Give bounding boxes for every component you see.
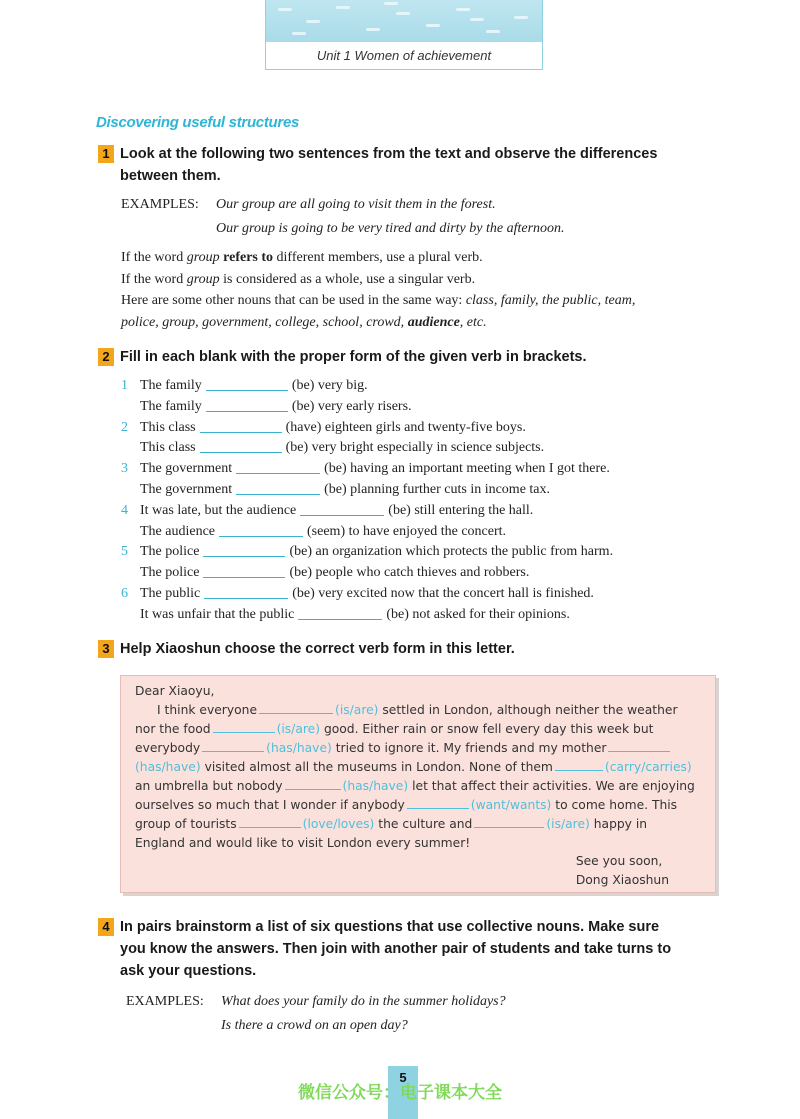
answer-blank[interactable]	[203, 542, 285, 557]
task1-heading-line2: between them.	[120, 168, 221, 184]
examples-label: EXAMPLES:	[121, 197, 199, 212]
example-sentence: Our group are all going to visit them in the forest.	[216, 197, 496, 212]
answer-blank[interactable]	[203, 563, 285, 578]
task-number-badge: 2	[98, 348, 114, 366]
example-sentence: Is there a crowd on an open day?	[221, 1018, 408, 1033]
letter-box	[120, 675, 716, 893]
rule-line: Here are some other nouns that can be used in the same way: class, family, the public, team,	[121, 293, 636, 308]
exercise-row: 6 The public (be) very excited now that the concert hall is finished.	[121, 585, 594, 601]
answer-blank[interactable]	[474, 815, 544, 828]
answer-blank[interactable]	[200, 438, 282, 453]
unit-title: Unit 1 Women of achievement	[316, 48, 492, 63]
exercise-row: The audience (seem) to have enjoyed the concert.	[140, 523, 507, 539]
task1-heading	[98, 143, 738, 187]
letter-line: England and would like to visit London every summer!	[135, 836, 471, 850]
examples-label: EXAMPLES:	[126, 994, 204, 1009]
task3-heading-text: Help Xiaoshun choose the correct verb form in this letter.	[120, 641, 515, 657]
answer-blank[interactable]	[206, 397, 288, 412]
task-number-badge: 4	[98, 918, 114, 936]
task2-heading	[98, 346, 738, 368]
exercise-list	[121, 376, 721, 626]
answer-blank[interactable]	[200, 418, 282, 433]
letter-closing: See you soon,	[575, 854, 663, 868]
answer-blank[interactable]	[219, 522, 303, 537]
task4-heading-line1: In pairs brainstorm a list of six questions that use collective nouns. Make sure	[120, 919, 660, 935]
answer-blank[interactable]	[236, 459, 320, 474]
task3-heading	[98, 638, 738, 660]
watermark-text: 微信公众号：电子课本大全	[298, 1083, 502, 1103]
answer-blank[interactable]	[608, 739, 670, 752]
task4-heading	[98, 916, 738, 982]
answer-blank[interactable]	[298, 605, 382, 620]
task1-rules	[121, 247, 741, 333]
answer-blank[interactable]	[407, 796, 469, 809]
task-number-badge: 3	[98, 640, 114, 658]
exercise-row: 5 The police (be) an organization which protects the public from harm.	[121, 544, 614, 560]
letter-line: an umbrella but nobody (has/have) let that affect their activities. We are enjoying	[135, 779, 695, 793]
task4-heading-line2: you know the answers. Then join with another pair of students and take turns to	[120, 941, 672, 957]
unit-header	[265, 0, 543, 70]
exercise-row: 1 The family (be) very big.	[121, 378, 368, 393]
rule-line: If the word group refers to different members, use a plural verb.	[121, 250, 483, 265]
answer-blank[interactable]	[204, 584, 288, 599]
task4-heading-line3: ask your questions.	[120, 963, 257, 979]
letter-signoff	[576, 852, 669, 890]
task4-examples	[126, 990, 506, 1038]
letter-line: group of tourists (love/loves) the culture and (is/are) happy in	[135, 817, 648, 831]
exercise-row: The family (be) very early risers.	[140, 398, 412, 414]
answer-blank[interactable]	[202, 739, 264, 752]
letter-signature: Dong Xiaoshun	[575, 873, 669, 887]
example-sentence: Our group is going to be very tired and dirty by the afternoon.	[216, 220, 565, 236]
example-sentence: What does your family do in the summer holidays?	[221, 994, 506, 1009]
task1-examples	[121, 194, 741, 239]
answer-blank[interactable]	[285, 777, 341, 790]
letter-line: everybody (has/have) tried to ignore it. My friends and my mother	[135, 739, 701, 758]
answer-blank[interactable]	[213, 720, 275, 733]
rule-line: police, group, government, college, school, crowd, audience, etc.	[121, 314, 487, 330]
exercise-row: It was unfair that the public (be) not asked for their opinions.	[140, 606, 570, 622]
letter-line: I think everyone (is/are) settled in London, although neither the weather	[157, 703, 678, 717]
exercise-row: 3 The government (be) having an important meeting when I got there.	[121, 461, 610, 477]
answer-blank[interactable]	[206, 376, 288, 391]
answer-blank[interactable]	[236, 480, 320, 495]
exercise-row: 2 This class (have) eighteen girls and twenty-five boys.	[121, 419, 526, 435]
exercise-row: This class (be) very bright especially in science subjects.	[140, 440, 545, 456]
rule-line: If the word group is considered as a whole, use a singular verb.	[121, 271, 476, 287]
header-decoration	[266, 0, 542, 42]
answer-blank[interactable]	[259, 701, 333, 714]
exercise-row: The police (be) people who catch thieves and robbers.	[140, 565, 530, 581]
letter-line: (has/have) visited almost all the museums in London. None of them (carry/carries)	[135, 760, 692, 774]
task-number-badge: 1	[98, 145, 114, 163]
answer-blank[interactable]	[555, 758, 603, 771]
task2-heading-text: Fill in each blank with the proper form of the given verb in brackets.	[120, 349, 587, 365]
letter-line: ourselves so much that I wonder if anybody (want/wants) to come home. This	[135, 798, 678, 812]
task1-heading-line1: Look at the following two sentences from the text and observe the differences	[120, 146, 658, 162]
answer-blank[interactable]	[300, 501, 384, 516]
letter-line: nor the food (is/are) good. Either rain or snow fell every day this week but	[135, 722, 654, 736]
answer-blank[interactable]	[239, 815, 301, 828]
exercise-row: 4 It was late, but the audience (be) still entering the hall.	[121, 502, 534, 518]
section-title: Discovering useful structures	[96, 114, 300, 131]
letter-greeting: Dear Xiaoyu,	[135, 684, 215, 698]
exercise-row: The government (be) planning further cuts in income tax.	[140, 481, 551, 497]
page-number: 5	[388, 1066, 418, 1119]
